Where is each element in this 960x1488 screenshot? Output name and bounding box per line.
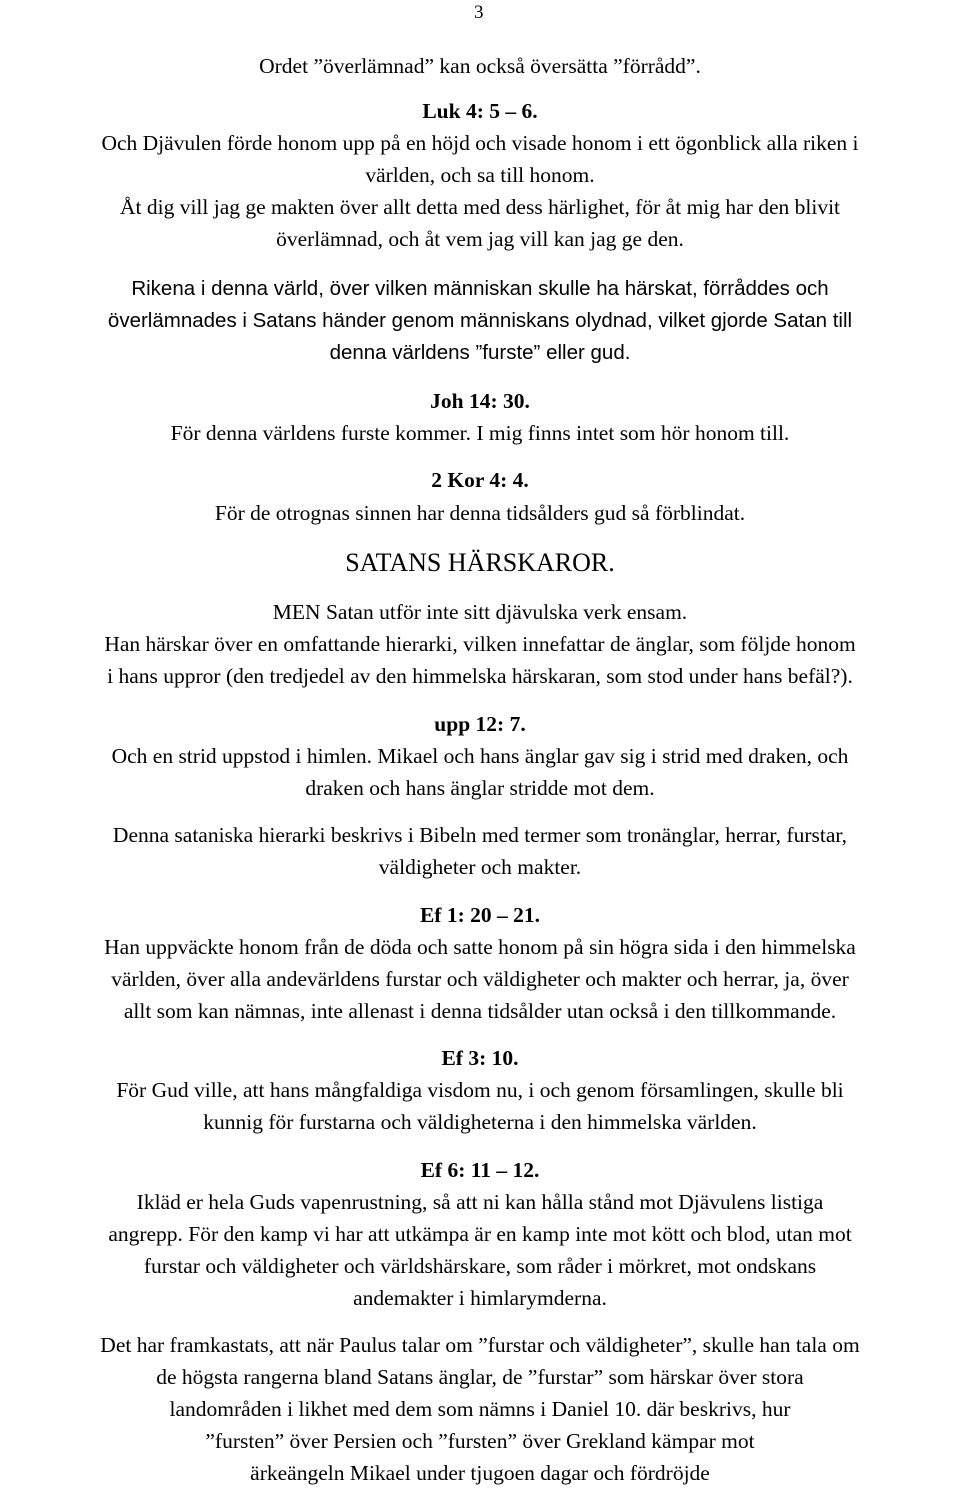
scripture-line: Och en strid uppstod i himlen. Mikael och hans änglar gav sig i strid med draken, och <box>111 744 849 768</box>
scripture-reference: Joh 14: 30. <box>430 389 530 413</box>
scripture-line: angrepp. För den kamp vi har att utkämpa är en kamp inte mot kött och blod, utan mot <box>108 1222 852 1246</box>
scripture-reference: upp 12: 7. <box>434 712 526 736</box>
scripture-line: Han uppväckte honom från de döda och satte honom på sin högra sida i den himmelska <box>104 935 856 959</box>
scripture-reference: Ef 1: 20 – 21. <box>419 903 541 927</box>
body-line: överlämnades i Satans händer genom människans olydnad, vilket gjorde Satan till <box>107 309 853 332</box>
body-line: i hans uppror (den tredjedel av den himmelska härskaran, som stod under hans befäl?). <box>107 664 853 688</box>
section-heading: SATANS HÄRSKAROR. <box>345 548 615 577</box>
scripture-line: kunnig för furstarna och väldigheterna i den himmelska världen. <box>203 1110 757 1134</box>
scripture-line: världen, över alla andevärldens furstar och väldigheter och makter och herrar, ja, över <box>111 967 849 991</box>
body-line: ”fursten” över Persien och ”fursten” över Grekland kämpar mot <box>205 1429 755 1453</box>
page-number: 3 <box>474 2 484 23</box>
scripture-reference: 2 Kor 4: 4. <box>431 468 529 492</box>
body-line: Denna sataniska hierarki beskrivs i Bibeln med termer som tronänglar, herrar, furstar, <box>112 823 848 847</box>
scripture-line: furstar och väldigheter och världshärskare, som råder i mörkret, mot ondskans <box>143 1254 817 1278</box>
body-line: denna världens ”furste” eller gud. <box>329 341 631 364</box>
body-line: Han härskar över en omfattande hierarki, vilken innefattar de änglar, som följde honom <box>104 632 856 656</box>
scripture-line: allt som kan nämnas, inte allenast i denna tidsålder utan också i den tillkommande. <box>123 999 837 1023</box>
scripture-line: Och Djävulen förde honom upp på en höjd och visade honom i ett ögonblick alla riken i <box>101 131 859 155</box>
body-line: MEN Satan utför inte sitt djävulska verk ensam. <box>272 600 688 624</box>
scripture-reference: Ef 3: 10. <box>441 1046 519 1070</box>
scripture-line: världen, och sa till honom. <box>365 163 595 187</box>
scripture-line: Ikläd er hela Guds vapenrustning, så att ni kan hålla stånd mot Djävulens listiga <box>136 1190 824 1214</box>
note-line: Ordet ”överlämnad” kan också översätta ”förrådd”. <box>259 54 701 78</box>
scripture-line: draken och hans änglar stridde mot dem. <box>305 776 655 800</box>
body-line: Rikena i denna värld, över vilken människan skulle ha härskat, förråddes och <box>131 277 829 300</box>
body-line: landområden i likhet med dem som nämns i Daniel 10. där beskrivs, hur <box>169 1397 791 1421</box>
scripture-line: För denna världens furste kommer. I mig finns intet som hör honom till. <box>170 421 790 445</box>
scripture-reference: Luk 4: 5 – 6. <box>422 99 538 123</box>
body-line: väldigheter och makter. <box>378 855 582 879</box>
scripture-reference: Ef 6: 11 – 12. <box>420 1158 540 1182</box>
scripture-line: Åt dig vill jag ge makten över allt detta med dess härlighet, för åt mig har den blivit <box>119 195 841 219</box>
scripture-line: För Gud ville, att hans mångfaldiga visdom nu, i och genom församlingen, skulle bli <box>116 1078 844 1102</box>
body-line: Det har framkastats, att när Paulus talar om ”furstar och väldigheter”, skulle han tala om <box>100 1333 860 1357</box>
scripture-line: överlämnad, och åt vem jag vill kan jag ge den. <box>276 227 684 251</box>
body-line: de högsta rangerna bland Satans änglar, de ”furstar” som härskar över stora <box>156 1365 804 1389</box>
scripture-line: andemakter i himlarymderna. <box>353 1286 607 1310</box>
scripture-line: För de otrognas sinnen har denna tidsålders gud så förblindat. <box>214 501 746 525</box>
body-line: ärkeängeln Mikael under tjugoen dagar och fördröjde <box>250 1461 710 1485</box>
